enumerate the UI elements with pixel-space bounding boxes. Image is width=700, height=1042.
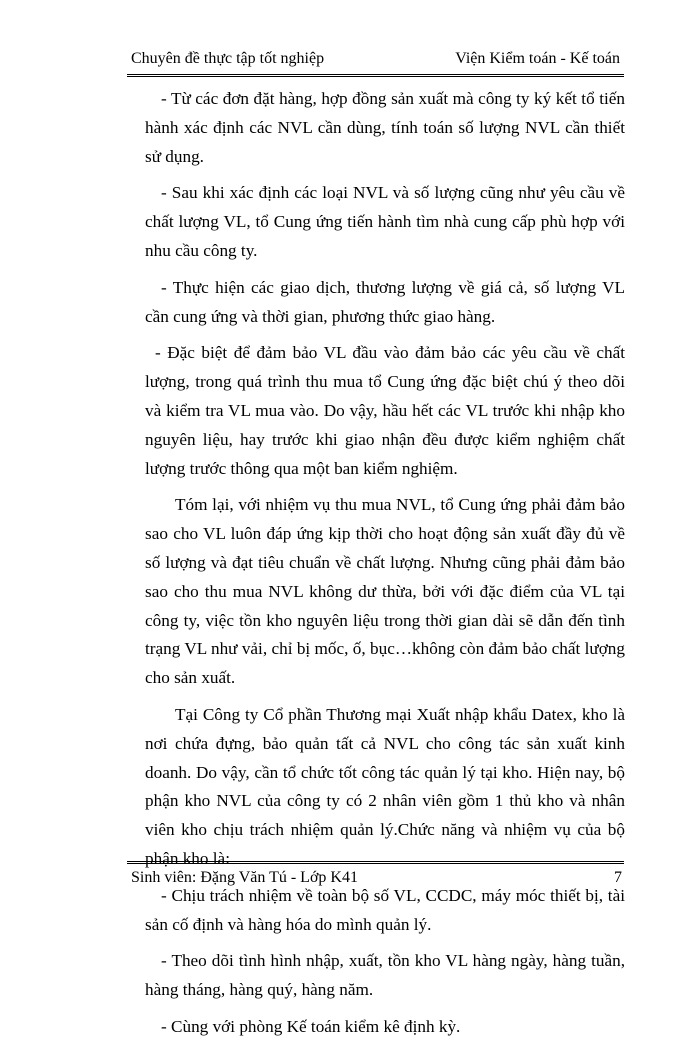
footer-divider [127,861,624,864]
paragraph-warehouse: Tại Công ty Cổ phần Thương mại Xuất nhập khẩu Datex, kho là nơi chứa đựng, bảo quản tất cả NVL cho công tác sản xuất kinh doanh. Do vậy, cần tổ chức tốt công tác quản lý tại kho. Hiện nay, bộ phận kho NVL của công ty có 2 nhân viên gồm 1 thủ kho và nhân viên kho chịu trách nhiệm quản lý.Chức năng và nhiệm vụ của bộ phận kho là: [145,704,625,868]
page-header [127,46,624,76]
paragraph-bullet-1: - Từ các đơn đặt hàng, hợp đồng sản xuất mà công ty ký kết tổ tiến hành xác định các NVL cần dùng, tính toán số lượng NVL cần thiết sử dụng. [145,89,625,166]
paragraph-bullet-2: - Sau khi xác định các loại NVL và số lượng cũng như yêu cầu về chất lượng VL, tổ Cung ứng tiến hành tìm nhà cung cấp phù hợp với nhu cầu công ty. [145,183,625,260]
page-number: 7 [614,869,622,886]
document-body [145,85,625,1042]
header-divider [127,74,624,77]
paragraph-bullet-4: - Đặc biệt để đảm bảo VL đầu vào đảm bảo các yêu cầu về chất lượng, trong quá trình thu mua tổ Cung ứng đặc biệt chú ý theo dõi và kiểm tra VL mua vào. Do vậy, hầu hết các VL trước khi nhập kho nguyên liệu, hay trước khi giao nhận đều được kiểm nghiệm chất lượng trước thông qua một ban kiểm nghiệm. [145,343,625,478]
header-institute-name: Viện Kiểm toán - Kế toán [455,50,620,67]
footer-student-info: Sinh viên: Đặng Văn Tú - Lớp K41 [131,869,358,886]
header-document-title: Chuyên đề thực tập tốt nghiệp [131,50,325,67]
paragraph-bullet-5: - Chịu trách nhiệm về toàn bộ số VL, CCDC, máy móc thiết bị, tài sản cố định và hàng hóa do mình quản lý. [145,885,625,934]
page-footer [127,867,624,893]
paragraph-bullet-7: - Cùng với phòng Kế toán kiểm kê định kỳ. [161,1016,461,1036]
paragraph-bullet-6: - Theo dõi tình hình nhập, xuất, tồn kho VL hàng ngày, hàng tuần, hàng tháng, hàng quý, hàng năm. [145,951,625,1000]
paragraph-summary: Tóm lại, với nhiệm vụ thu mua NVL, tổ Cung ứng phải đảm bảo sao cho VL luôn đáp ứng kịp thời cho hoạt động sản xuất đầy đủ về số lượng và đạt tiêu chuẩn về chất lượng. Nhưng cũng phải đảm bảo sao cho thu mua NVL không dư thừa, bởi với đặc điểm của VL tại công ty, việc tồn kho nguyên liệu trong thời gian dài sẽ dẫn đến tình trạng VL như vải, chỉ bị mốc, ố, bục…không còn đảm bảo chất lượng cho sản xuất. [145,495,625,688]
paragraph-bullet-3: - Thực hiện các giao dịch, thương lượng về giá cả, số lượng VL cần cung ứng và thời gian, phương thức giao hàng. [145,277,625,326]
